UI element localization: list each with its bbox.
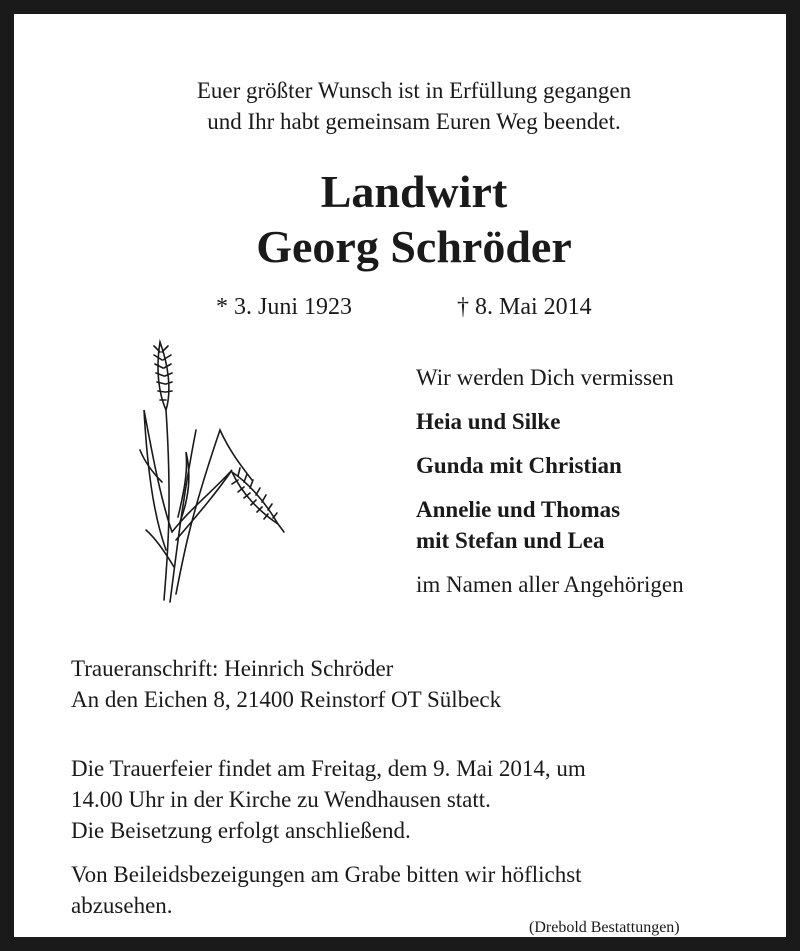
address-line-2: An den Eichen 8, 21400 Reinstorf OT Sülbeck	[71, 687, 502, 712]
deceased-title: Landwirt	[320, 166, 508, 217]
family-name: Heia und Silke	[416, 409, 561, 434]
condolence-line-2: abzusehen.	[71, 893, 173, 918]
ceremony-line-2: 14.00 Uhr in der Kirche zu Wendhausen statt.	[71, 787, 491, 812]
ceremony-line-3: Die Beisetzung erfolgt anschließend.	[71, 818, 411, 843]
death-date: † 8. Mai 2014	[457, 294, 592, 320]
deceased-name: Georg Schröder	[256, 221, 572, 272]
birth-date: * 3. Juni 1923	[216, 294, 353, 320]
family-name: mit Stefan und Lea	[416, 528, 605, 553]
intro-line-1: Euer größter Wunsch ist in Erfüllung gegangen	[196, 78, 632, 103]
ceremony-line-1: Die Trauerfeier findet am Freitag, dem 9. Mai 2014, um	[71, 756, 586, 781]
family-name: Annelie und Thomas	[416, 497, 621, 522]
condolence-line-1: Von Beileidsbezeigungen am Grabe bitten wir höflichst	[71, 862, 582, 887]
undertaker-credit: (Drebold Bestattungen)	[529, 919, 680, 936]
family-name: Gunda mit Christian	[416, 453, 622, 478]
family-closing: im Namen aller Angehörigen	[416, 572, 684, 597]
wheat-icon	[132, 332, 292, 610]
family-intro: Wir werden Dich vermissen	[416, 365, 674, 390]
intro-line-2: und Ihr habt gemeinsam Euren Weg beendet.	[207, 109, 621, 134]
address-line-1: Traueranschrift: Heinrich Schröder	[71, 656, 394, 681]
